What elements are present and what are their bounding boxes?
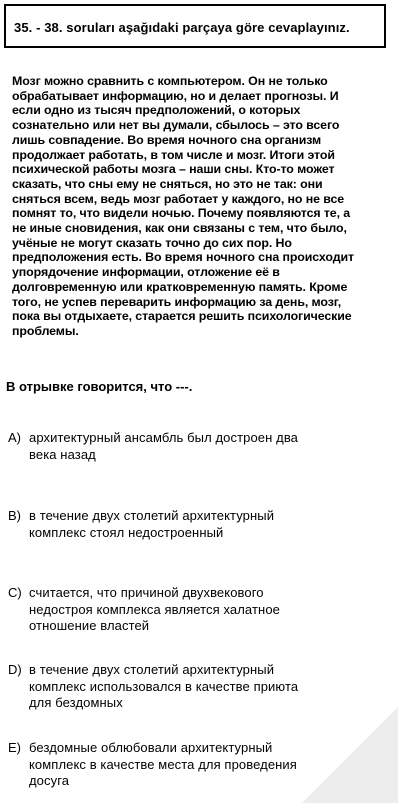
passage-line: не иные сновидения, как они связаны с тем, что было, — [12, 221, 347, 236]
passage-line: предположения есть. Во время ночного сна происходит — [12, 250, 354, 265]
passage-line: психической работы мозга – наши сны. Кто-то может — [12, 162, 335, 177]
passage-line: того, не успев переварить информацию за день, мозг, — [12, 294, 342, 309]
passage-line: сказать, что сны ему не сняться, но это не так: они — [12, 176, 323, 191]
passage-line: сознательно или нет вы думали, сбылось – это всего — [12, 118, 340, 133]
passage-line: Мозг можно сравнить с компьютером. Он не только — [12, 74, 328, 88]
option-text — [29, 585, 280, 635]
reading-passage — [12, 74, 392, 339]
option-line: считается, что причиной двухвекового — [29, 585, 264, 600]
option-line: в течение двух столетий архитектурный — [29, 662, 275, 677]
option-letter: B) — [8, 508, 21, 523]
passage-line: помнят то, что видели ночью. Почему появляются те, а — [12, 206, 351, 221]
option-text — [29, 662, 298, 712]
option-line: архитектурный ансамбль был достроен два — [29, 430, 299, 445]
passage-line: лишь совпадение. Во время ночного сна организм — [12, 132, 322, 147]
option-letter: D) — [8, 662, 22, 677]
option-text — [29, 508, 274, 541]
question-range-title: 35. - 38. soruları aşağıdaki parçaya göre cevaplayınız. — [14, 20, 350, 35]
option-line: отношение властей — [29, 618, 150, 633]
option-line: для бездомных — [29, 695, 123, 710]
passage-line: пока вы отдыхаете, старается решить психологические — [12, 309, 352, 324]
passage-line: сняться всем, ведь мозг работает у каждого, но не все — [12, 191, 345, 206]
passage-line: если одно из тысяч предположений, о которых — [12, 103, 301, 118]
passage-line: упорядочение информации, отложение её в — [12, 265, 280, 280]
option-letter: A) — [8, 430, 21, 445]
question-stem: В отрывке говорится, что ---. — [6, 379, 193, 394]
passage-line: проблемы. — [12, 323, 79, 338]
passage-line: обрабатывает информацию, но и делает прогнозы. И — [12, 88, 339, 103]
option-line: комплекс использовался в качестве приюта — [29, 678, 299, 694]
option-line: недостроя комплекса является халатное — [29, 601, 280, 617]
option-line: бездомные облюбовали архитектурный — [29, 740, 273, 755]
option-text — [29, 740, 297, 790]
passage-line: учёные не могут сказать точно до сих пор. Но — [12, 235, 292, 250]
option-line: досуга — [29, 773, 70, 788]
option-line: века назад — [29, 446, 96, 462]
option-letter: C) — [8, 585, 22, 600]
corner-arrow-watermark — [300, 705, 400, 805]
passage-line: долговременную или кратковременную память. Кроме — [12, 279, 348, 294]
passage-line: продолжает работать, в том числе и мозг. Итоги этой — [12, 147, 335, 162]
option-line: комплекс в качестве места для проведения — [29, 756, 297, 772]
option-line: в течение двух столетий архитектурный — [29, 508, 275, 523]
option-text — [29, 430, 298, 463]
option-line: комплекс стоял недостроенный — [29, 524, 224, 540]
option-letter: E) — [8, 740, 21, 755]
